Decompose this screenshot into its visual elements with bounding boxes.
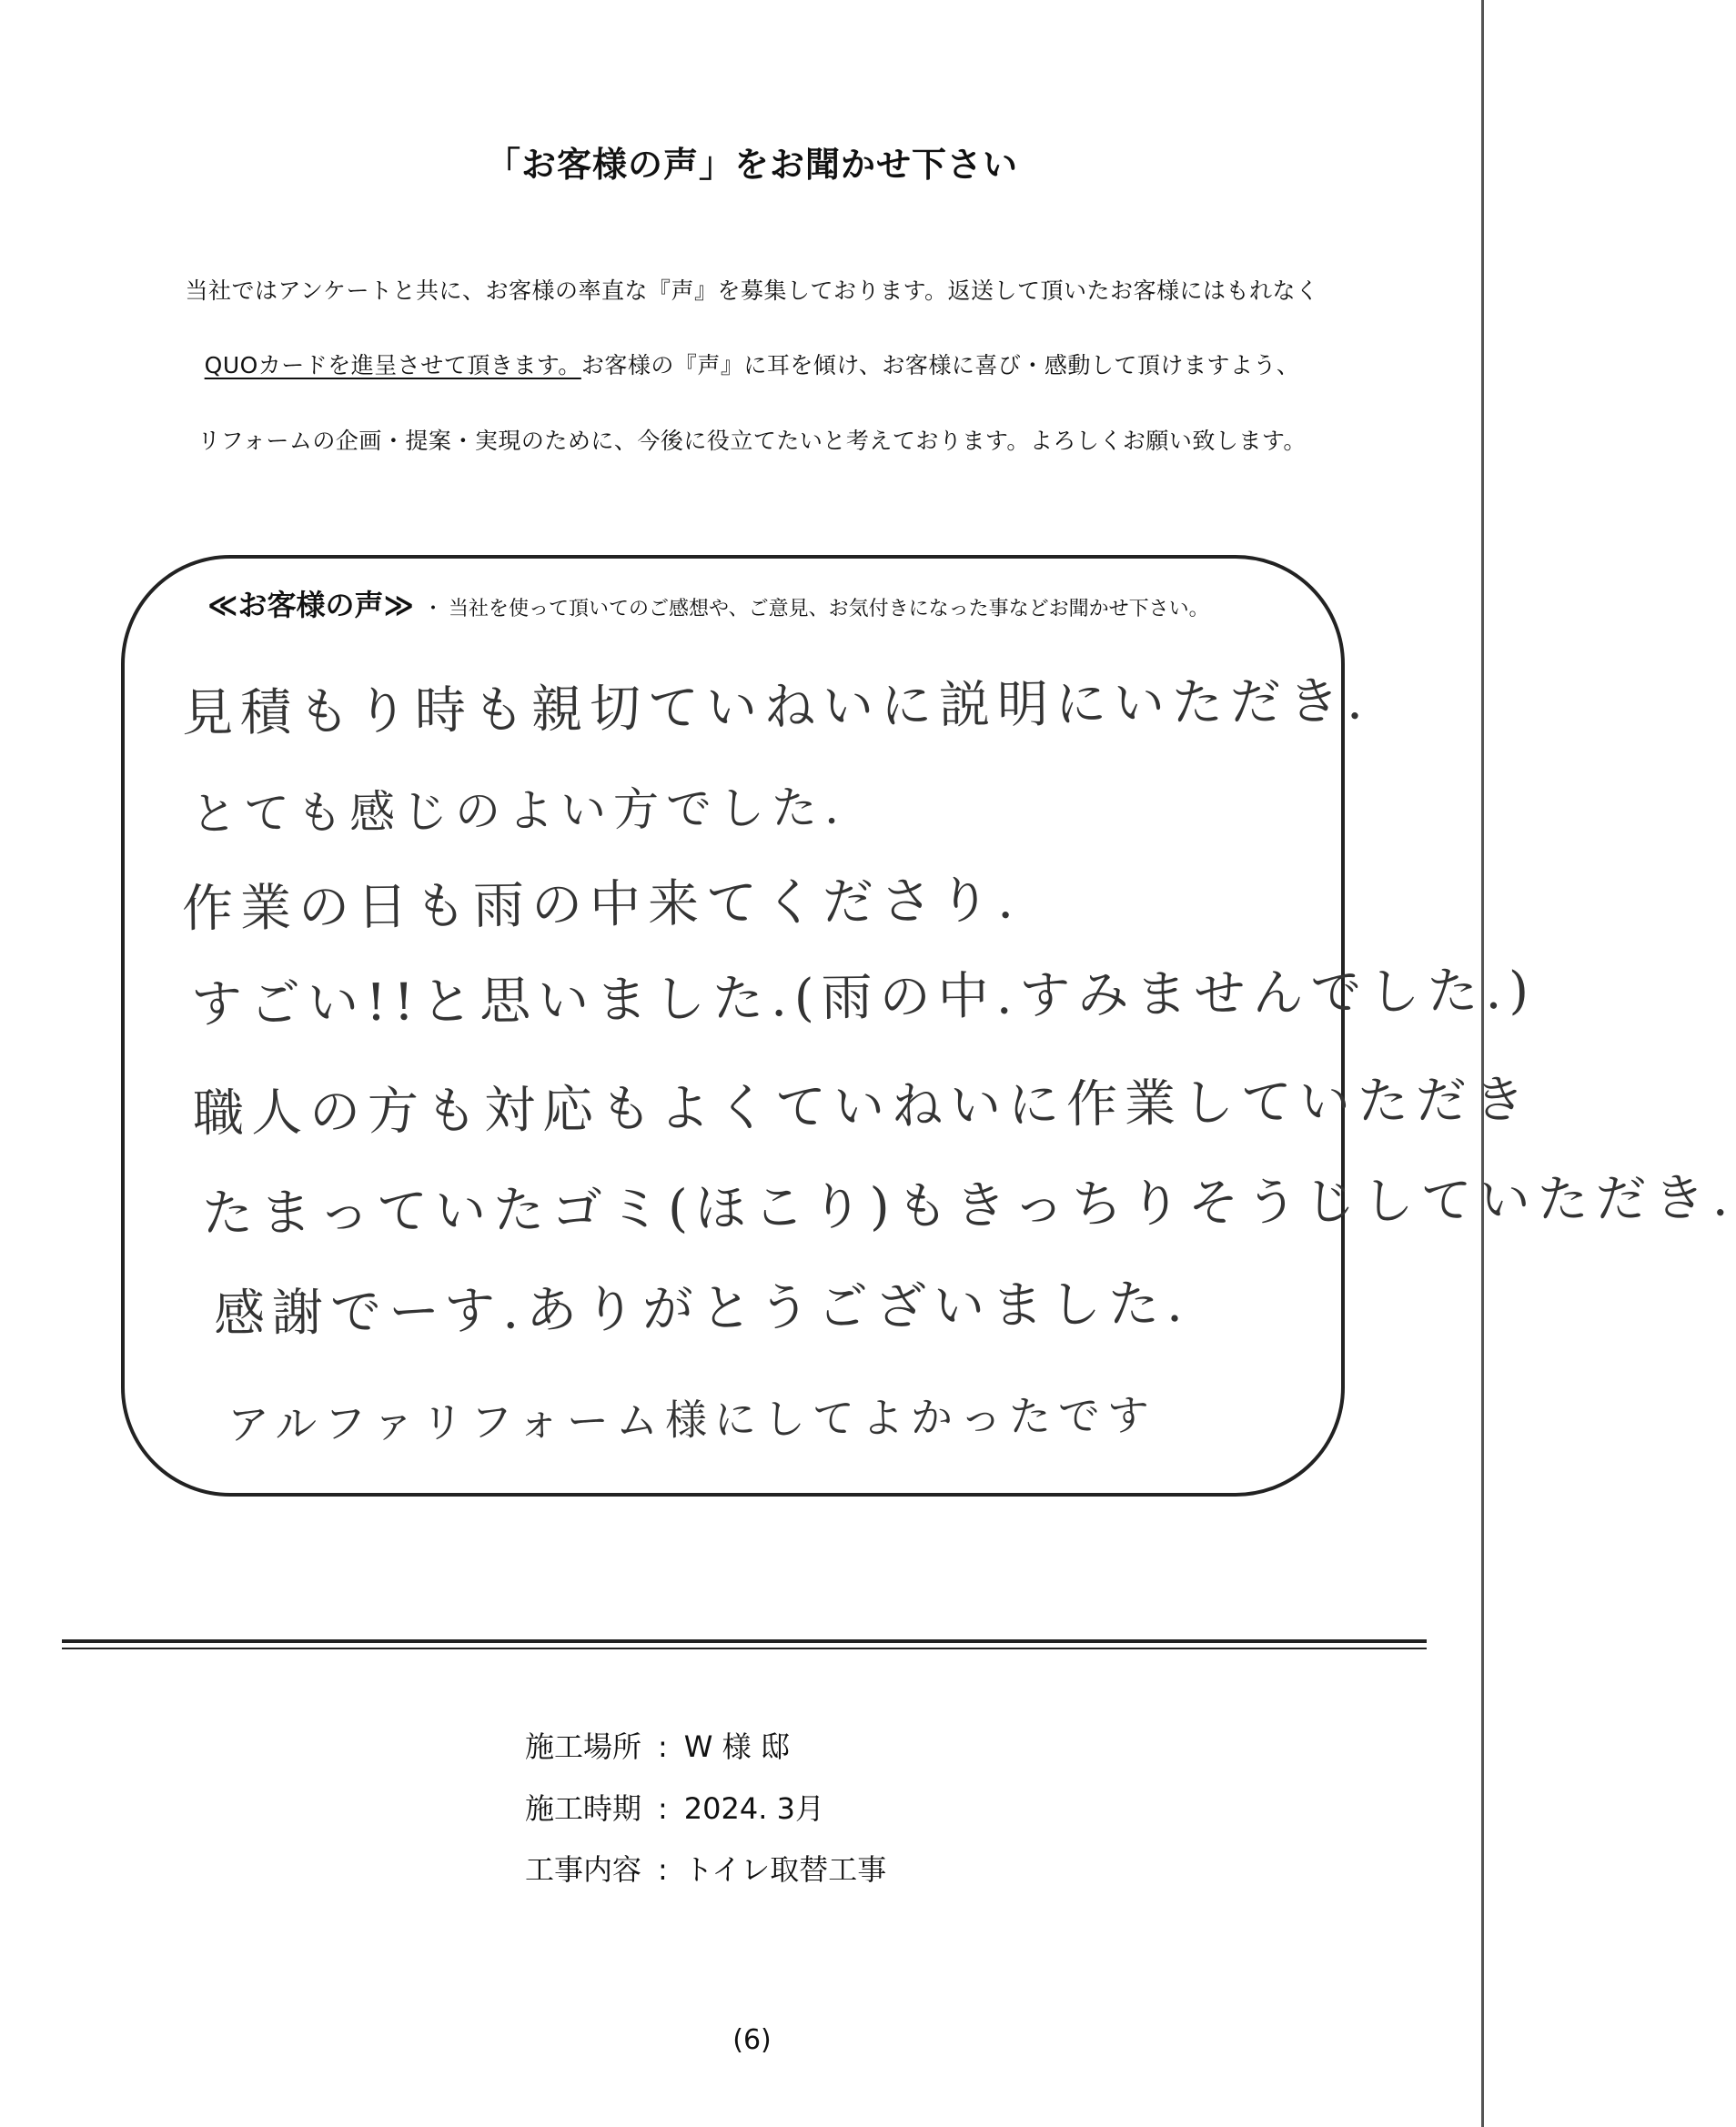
period-value: 2024. 3月: [683, 1791, 824, 1826]
handwritten-line-2: とても感じのよい方でした.: [190, 781, 847, 841]
quo-card-underlined-text: QUOカードを進呈させて頂きます。: [204, 352, 581, 378]
handwritten-line-6: たまっていたゴミ(ほこり)もきっちりそうじしていただき.: [201, 1168, 1736, 1244]
info-row-period: [525, 1786, 824, 1828]
separator: :: [658, 1852, 668, 1887]
handwritten-line-1: 見積もり時も親切ていねいに説明にいただき.: [181, 671, 1371, 743]
voice-bullet: ・: [423, 598, 444, 620]
divider-thin: [62, 1648, 1427, 1649]
handwritten-line-4: すごい!!と思いました.(雨の中.すみませんでした.): [190, 961, 1537, 1034]
handwritten-line-8: アルファリフォーム様にしてよかったです: [227, 1390, 1157, 1449]
page-title: 「お客様の声」をお聞かせ下さい: [485, 145, 1018, 185]
separator: :: [658, 1729, 668, 1764]
customer-voice-heading: ≪お客様の声≫: [207, 588, 415, 622]
info-row-place: [525, 1724, 790, 1766]
divider-thick: [62, 1639, 1427, 1643]
separator: :: [658, 1791, 668, 1826]
work-label: 工事内容: [525, 1852, 642, 1887]
intro-line-3: リフォームの企画・提案・実現のために、今後に役立てたいと考えております。よろしくお願い致します。: [197, 428, 1307, 454]
intro-line-2: [0, 348, 1504, 380]
place-value: W 様 邸: [683, 1729, 790, 1764]
page-number: (6): [732, 2024, 772, 2056]
customer-voice-prompt: 当社を使って頂いてのご感想や、ご意見、お気付きになった事などお聞かせ下さい。: [449, 598, 1209, 620]
customer-voice-header: [207, 582, 1209, 624]
work-value: トイレ取替工事: [683, 1852, 887, 1887]
period-label: 施工時期: [525, 1791, 642, 1826]
handwritten-line-5: 職人の方も対応もよくていねいに作業していただき: [192, 1070, 1533, 1144]
handwritten-line-3: 作業の日も雨の中来てくださり.: [181, 871, 1022, 939]
handwritten-line-7: 感謝でーす.ありがとうございました.: [213, 1274, 1191, 1344]
intro-line-1: 当社ではアンケートと共に、お客様の率直な『声』を募集しております。返送して頂いたお客様にはもれなく: [185, 277, 1319, 304]
intro-line-2-rest: お客様の『声』に耳を傾け、お客様に喜び・感動して頂けますよう、: [580, 352, 1300, 378]
place-label: 施工場所: [525, 1729, 642, 1764]
info-row-work: [525, 1847, 886, 1889]
